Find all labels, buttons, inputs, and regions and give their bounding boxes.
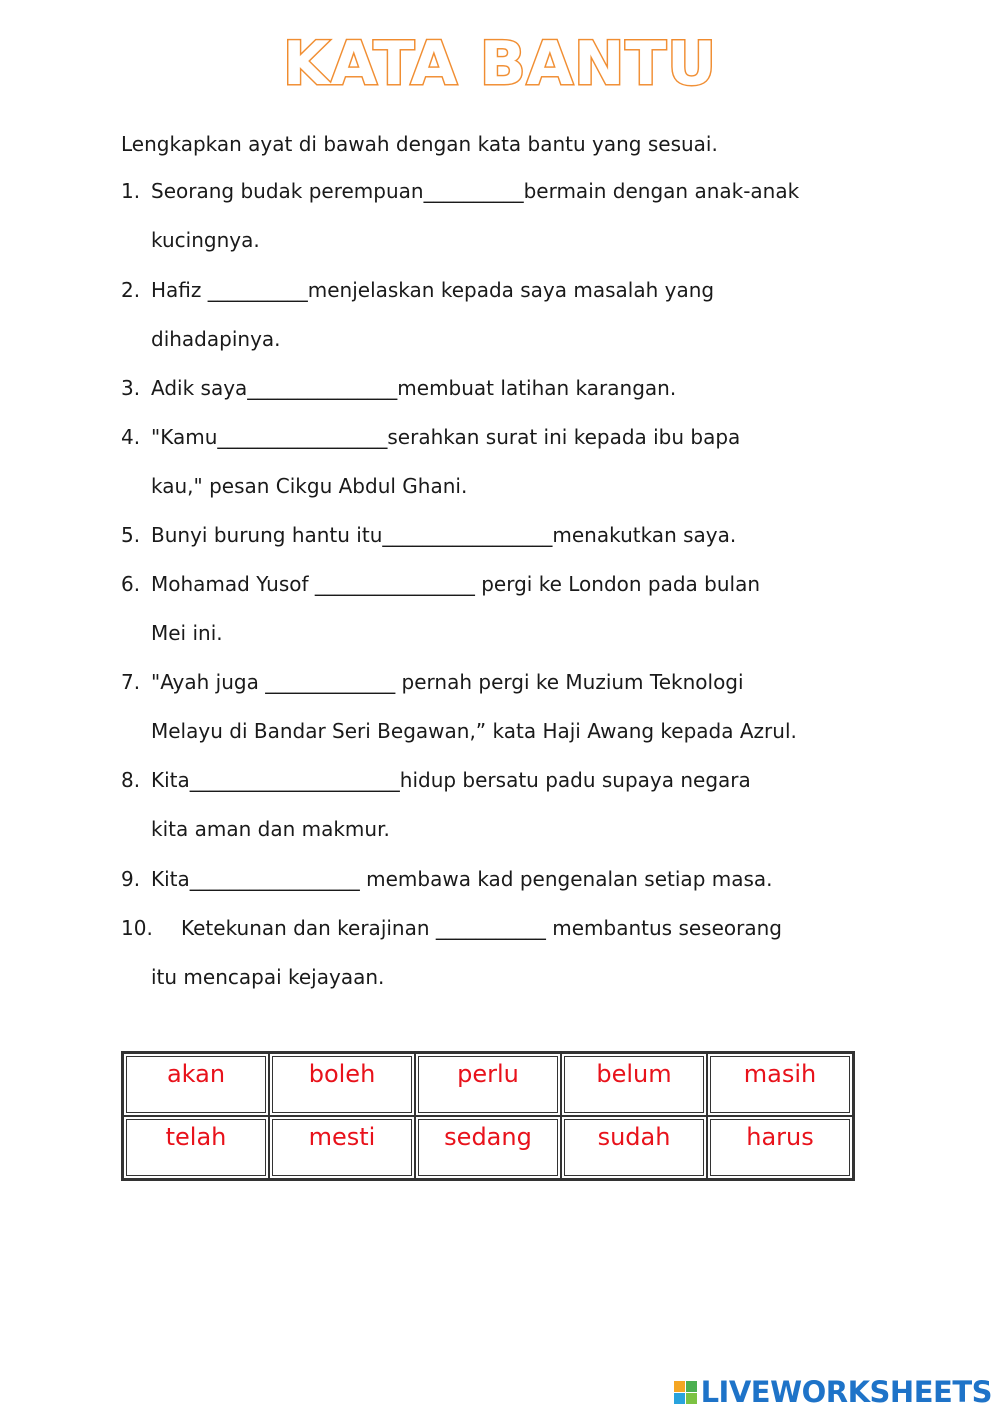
table-row xyxy=(123,1053,853,1116)
word-bank-cell: belum xyxy=(561,1053,707,1116)
word-bank-cell: boleh xyxy=(269,1053,415,1116)
instruction-text: Lengkapkan ayat di bawah dengan kata bantu yang sesuai. xyxy=(121,132,718,156)
question-4 xyxy=(121,413,891,511)
question-10 xyxy=(121,904,891,1002)
word-bank-cell: sedang xyxy=(415,1116,561,1179)
question-9 xyxy=(121,855,891,904)
question-number: 1. xyxy=(121,179,141,203)
question-text: Mohamad Yusof ________________ pergi ke London pada bulan xyxy=(151,572,761,596)
question-1 xyxy=(121,167,891,265)
question-number: 10. xyxy=(121,916,153,940)
question-5 xyxy=(121,511,891,560)
question-text: "Ayah juga _____________ pernah pergi ke Muzium Teknologi xyxy=(151,670,744,694)
word-bank-cell: masih xyxy=(707,1053,853,1116)
question-text: Bunyi burung hantu itu_________________menakutkan saya. xyxy=(151,523,737,547)
word-bank-table xyxy=(121,1051,855,1181)
table-row xyxy=(123,1116,853,1179)
question-text: Seorang budak perempuan__________bermain dengan anak-anak xyxy=(151,179,800,203)
question-8 xyxy=(121,756,891,854)
word-bank-cell: perlu xyxy=(415,1053,561,1116)
question-text-continued: Melayu di Bandar Seri Begawan,” kata Haji Awang kepada Azrul. xyxy=(151,719,797,743)
word-bank-cell: telah xyxy=(123,1116,269,1179)
question-text: Adik saya_______________membuat latihan karangan. xyxy=(151,376,677,400)
question-text-continued: kucingnya. xyxy=(151,228,260,252)
word-bank-cell: akan xyxy=(123,1053,269,1116)
question-text: Kita_____________________hidup bersatu padu supaya negara xyxy=(151,768,751,792)
word-bank-cell: harus xyxy=(707,1116,853,1179)
logo-square xyxy=(686,1393,697,1404)
logo-square xyxy=(686,1381,697,1392)
question-number: 8. xyxy=(121,768,141,792)
question-number: 7. xyxy=(121,670,141,694)
question-text: Ketekunan dan kerajinan ___________ membantus seseorang xyxy=(181,916,782,940)
question-2 xyxy=(121,266,891,364)
word-bank-cell: sudah xyxy=(561,1116,707,1179)
question-7 xyxy=(121,658,891,756)
question-text: "Kamu_________________serahkan surat ini kepada ibu bapa xyxy=(151,425,741,449)
logo-square xyxy=(674,1393,685,1404)
question-number: 2. xyxy=(121,278,141,302)
question-text: Hafiz __________menjelaskan kepada saya masalah yang xyxy=(151,278,715,302)
question-text-continued: Mei ini. xyxy=(151,621,223,645)
page-title: KATA BANTU xyxy=(283,29,717,99)
question-number: 4. xyxy=(121,425,141,449)
word-bank-cell: mesti xyxy=(269,1116,415,1179)
question-3 xyxy=(121,364,891,413)
question-text-continued: itu mencapai kejayaan. xyxy=(151,965,385,989)
question-number: 9. xyxy=(121,867,141,891)
logo-icon xyxy=(674,1381,697,1404)
liveworksheets-logo[interactable] xyxy=(674,1375,992,1409)
question-number: 6. xyxy=(121,572,141,596)
logo-square xyxy=(674,1381,685,1392)
question-number: 5. xyxy=(121,523,141,547)
question-text-continued: kau," pesan Cikgu Abdul Ghani. xyxy=(151,474,468,498)
question-text-continued: dihadapinya. xyxy=(151,327,281,351)
logo-text: LIVEWORKSHEETS xyxy=(700,1375,992,1409)
question-text: Kita_________________ membawa kad pengenalan setiap masa. xyxy=(151,867,773,891)
question-text-continued: kita aman dan makmur. xyxy=(151,817,390,841)
question-6 xyxy=(121,560,891,658)
question-number: 3. xyxy=(121,376,141,400)
